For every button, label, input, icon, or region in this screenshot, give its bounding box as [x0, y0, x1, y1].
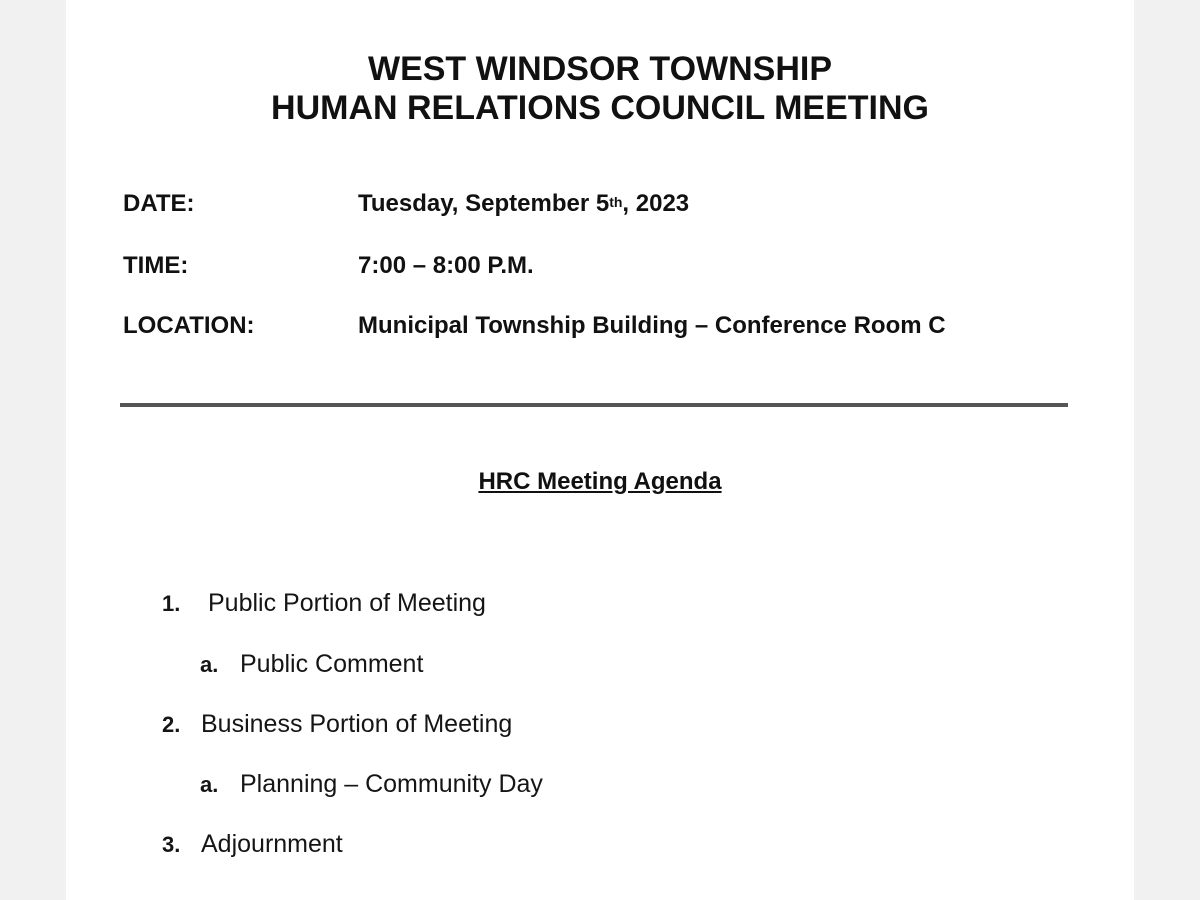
agenda-item-number: a. [200, 652, 219, 677]
time-value: 7:00 – 8:00 P.M. [358, 252, 534, 279]
title-line-township: WEST WINDSOR TOWNSHIP [367, 50, 833, 88]
date-value-main: Tuesday, September 5 [358, 190, 610, 217]
agenda-item-text: Adjournment [201, 830, 343, 858]
agenda-item-text: Business Portion of Meeting [201, 710, 513, 738]
agenda-subitem-2a [200, 769, 543, 800]
location-label: LOCATION: [123, 312, 255, 339]
time-label: TIME: [123, 252, 189, 279]
date-ordinal-suffix: th [609, 194, 623, 210]
agenda-item-number: 1. [162, 591, 181, 616]
title-line-meeting: HUMAN RELATIONS COUNCIL MEETING [271, 89, 929, 127]
date-label: DATE: [123, 190, 195, 217]
agenda-item-number: 2. [162, 712, 181, 737]
agenda-item-number: a. [200, 772, 219, 797]
agenda-item-number: 3. [162, 832, 181, 857]
document-title [0, 50, 1200, 128]
agenda-item-text: Planning – Community Day [240, 770, 543, 798]
agenda-item-2 [162, 709, 512, 740]
location-value: Municipal Township Building – Conference Room C [358, 312, 946, 339]
horizontal-divider [120, 403, 1068, 407]
document-page [66, 0, 1134, 900]
agenda-subitem-1a [200, 649, 423, 680]
agenda-item-text: Public Comment [240, 650, 424, 678]
date-value [358, 190, 689, 218]
agenda-item-text: Public Portion of Meeting [208, 589, 486, 617]
agenda-item-1 [162, 588, 486, 619]
date-value-year: , 2023 [622, 190, 690, 217]
agenda-item-3 [162, 829, 343, 860]
agenda-heading: HRC Meeting Agenda [478, 468, 722, 495]
